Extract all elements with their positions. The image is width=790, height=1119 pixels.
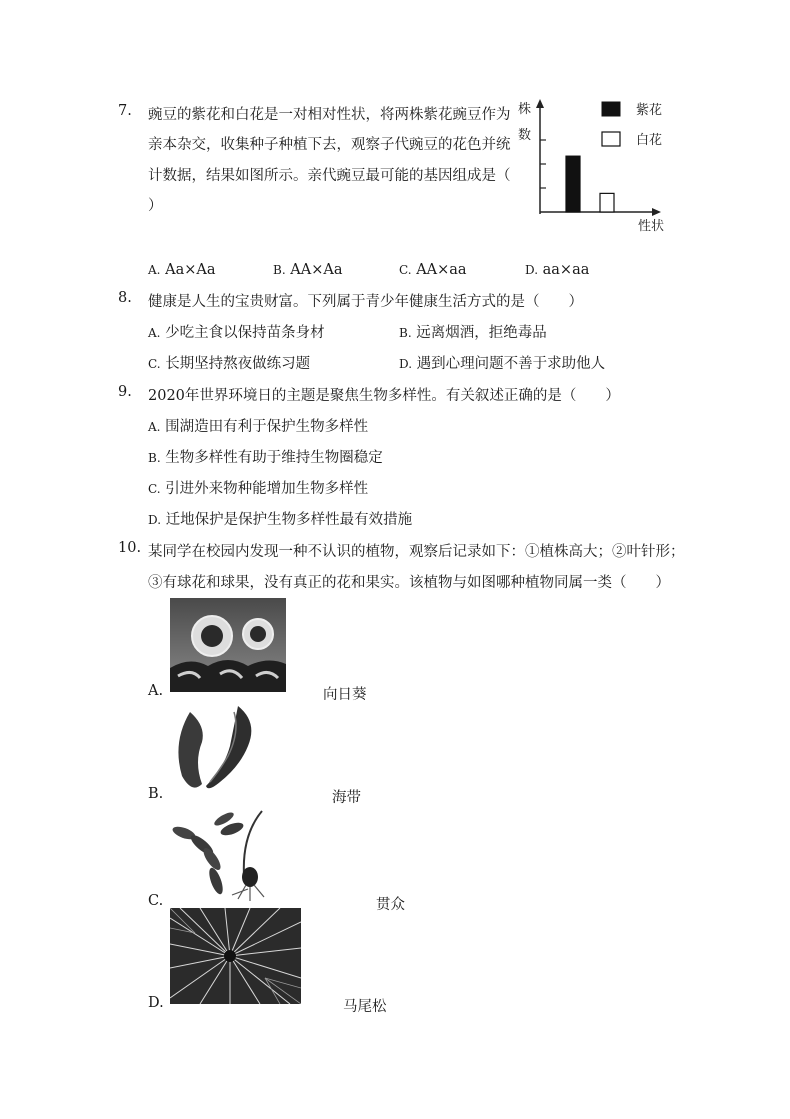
option-a-name: 向日葵 — [323, 687, 367, 703]
question-stem-line: 豌豆的紫花和白花是一对相对性状，将两株紫花豌豆作为 — [148, 107, 511, 123]
option-b[interactable]: B. AA×Aa — [273, 262, 343, 278]
option-d[interactable]: D. 迁地保护是保护生物多样性最有效措施 — [148, 512, 413, 528]
option-c-label[interactable]: C. — [148, 893, 164, 909]
option-a-label[interactable]: A. — [148, 683, 164, 699]
option-a[interactable]: A. 围湖造田有利于保护生物多样性 — [148, 419, 369, 435]
option-a[interactable]: A. Aa×Aa — [148, 262, 216, 278]
question-stem-line: ③有球花和球果，没有真正的花和果实。该植物与如图哪种植物同属一类（ ） — [148, 575, 670, 591]
question-number: 8. — [118, 290, 132, 306]
legend-swatch-white — [602, 132, 620, 146]
option-c[interactable]: C. 长期坚持熬夜做练习题 — [148, 356, 311, 372]
question-stem-line: 亲本杂交，收集种子种植下去，观察子代豌豆的花色并统 — [148, 137, 511, 153]
option-b[interactable]: B. 生物多样性有助于维持生物圈稳定 — [148, 450, 383, 466]
bar-chart — [510, 94, 670, 236]
question-stem-line: 计数据，结果如图所示。亲代豌豆最可能的基因组成是（ — [148, 168, 511, 184]
y-axis-arrow — [536, 99, 544, 108]
y-axis-label-char: 株 — [518, 102, 532, 117]
option-c[interactable]: C. 引进外来物种能增加生物多样性 — [148, 481, 369, 497]
question-stem: 2020年世界环境日的主题是聚焦生物多样性。有关叙述正确的是（ ） — [148, 388, 620, 404]
legend-swatch-purple — [602, 102, 620, 116]
sunflower-head — [192, 616, 232, 656]
option-b[interactable]: B. 远离烟酒，拒绝毒品 — [399, 325, 547, 341]
option-c-name: 贯众 — [376, 897, 405, 913]
option-b-name: 海带 — [332, 790, 361, 806]
option-d[interactable]: D. 遇到心理问题不善于求助他人 — [399, 356, 606, 372]
kelp-photo — [168, 702, 264, 798]
question-number: 9. — [118, 384, 132, 400]
option-d[interactable]: D. aa×aa — [525, 262, 590, 278]
question-stem: 健康是人生的宝贵财富。下列属于青少年健康生活方式的是（ ） — [148, 294, 583, 310]
sunflower-head — [243, 619, 273, 649]
question-stem-line: 某同学在校园内发现一种不认识的植物，观察后记录如下：①植株高大；②叶针形； — [148, 544, 685, 560]
pine-photo — [170, 908, 301, 1004]
bar-white — [600, 193, 614, 212]
option-c[interactable]: C. AA×aa — [399, 262, 467, 278]
sunflower-photo — [170, 598, 286, 692]
option-a[interactable]: A. 少吃主食以保持苗条身材 — [148, 325, 325, 341]
legend-label-white: 白花 — [636, 133, 663, 148]
y-axis-label-char: 数 — [518, 128, 532, 143]
option-d-label[interactable]: D. — [148, 995, 164, 1011]
legend-label-purple: 紫花 — [636, 103, 663, 118]
option-d-name: 马尾松 — [343, 999, 387, 1015]
option-b-label[interactable]: B. — [148, 786, 164, 802]
x-axis-label: 性状 — [638, 219, 665, 234]
fern-photo — [172, 805, 284, 901]
question-number: 7. — [118, 103, 132, 119]
question-number: 10. — [118, 540, 142, 556]
question-stem-line: ） — [148, 198, 163, 214]
x-axis-arrow — [652, 208, 661, 216]
bar-purple — [566, 156, 580, 212]
